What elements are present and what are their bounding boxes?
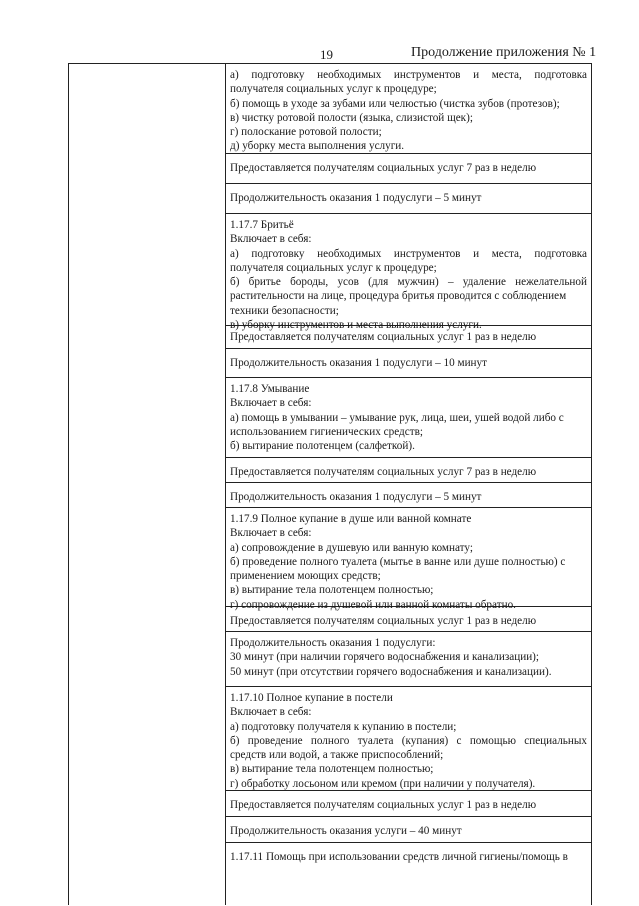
- cell-text-line: растительности на лице, процедура бритья проводится с соблюдением: [230, 290, 567, 303]
- table-cell-duration: [226, 817, 591, 843]
- table-cell-shower-bathing: [226, 508, 591, 611]
- page-number: 19: [320, 47, 333, 62]
- table-cell-oral-care-items: [226, 64, 591, 154]
- cell-text-line: а) помощь в умывании – умывание рук, лица, шеи, ушей водой либо с: [230, 411, 564, 424]
- table-cell-frequency: [226, 791, 591, 817]
- cell-text-line: техники безопасности;: [230, 304, 339, 317]
- cell-text-line: Предоставляется получателям социальных услуг 1 раз в неделю: [230, 799, 537, 811]
- cell-text-line: 1.17.8 Умывание: [230, 383, 310, 395]
- table-cell-bed-bathing: [226, 687, 591, 791]
- cell-text-line: б) проведение полного туалета (купания) с помощью специальных: [230, 734, 587, 747]
- cell-text-line: получателя социальных услуг к процедуре;: [230, 261, 437, 274]
- cell-text-line: а) сопровождение в душевую или ванную комнату;: [230, 541, 473, 554]
- cell-text-line: Предоставляется получателям социальных услуг 1 раз в неделю: [230, 331, 537, 343]
- cell-text-line: Предоставляется получателям социальных услуг 7 раз в неделю: [230, 466, 537, 478]
- cell-text-line: а) подготовку получателя к купанию в постели;: [230, 720, 457, 733]
- cell-text-line: 50 минут (при отсутствии горячего водоснабжения и канализации).: [230, 665, 552, 678]
- cell-text-line: Предоставляется получателям социальных услуг 1 раз в неделю: [230, 615, 537, 627]
- cell-text-line: г) обработку лосьоном или кремом (при наличии у получателя).: [230, 777, 536, 790]
- table-cell-shaving: [226, 214, 591, 332]
- table-cell-frequency: [226, 154, 591, 184]
- cell-text-line: Продолжительность оказания 1 подуслуги:: [230, 637, 436, 649]
- table-cell-frequency: [226, 607, 591, 632]
- cell-text-line: Продолжительность оказания 1 подуслуги – 5 минут: [230, 192, 482, 204]
- cell-text-line: 1.17.10 Полное купание в постели: [230, 692, 393, 704]
- cell-text-line: д) уборку места выполнения услуги.: [230, 140, 405, 153]
- cell-text-line: Включает в себя:: [230, 527, 312, 540]
- cell-text-line: Продолжительность оказания 1 подуслуги – 10 минут: [230, 357, 488, 369]
- table-cell-frequency: [226, 458, 591, 483]
- cell-text-line: в) вытирание тела полотенцем полностью;: [230, 584, 434, 597]
- cell-text-line: применением моющих средств;: [230, 570, 381, 583]
- cell-text-line: б) вытирание полотенцем (салфеткой).: [230, 440, 415, 453]
- cell-text-line: получателя социальных услуг к процедуре;: [230, 83, 437, 96]
- cell-text-line: Включает в себя:: [230, 706, 312, 719]
- cell-text-line: а) подготовку необходимых инструментов и места, подготовка: [230, 69, 587, 81]
- cell-text-line: б) бритье бороды, усов (для мужчин) – удаление нежелательной: [230, 276, 587, 289]
- table-cell-duration: [226, 349, 591, 378]
- cell-text-line: г) сопровождение из душевой или ванной комнаты обратно.: [230, 598, 516, 611]
- cell-text-line: 30 минут (при наличии горячего водоснабжения и канализации);: [230, 651, 540, 664]
- cell-text-line: Продолжительность оказания услуги – 40 минут: [230, 825, 462, 837]
- cell-text-line: в) уборку инструментов и места выполнения услуги.: [230, 319, 482, 332]
- cell-text-line: Продолжительность оказания 1 подуслуги – 5 минут: [230, 491, 482, 503]
- table-cell-duration: [226, 632, 591, 687]
- cell-text-line: 1.17.11 Помощь при использовании средств личной гигиены/помощь в: [230, 851, 568, 863]
- cell-text-line: Предоставляется получателям социальных услуг 7 раз в неделю: [230, 162, 537, 174]
- cell-text-line: б) помощь в уходе за зубами или челюстью (чистка зубов (протезов);: [230, 97, 560, 110]
- cell-text-line: в) вытирание тела полотенцем полностью;: [230, 763, 434, 776]
- continuation-header: Продолжение приложения № 1: [411, 45, 597, 60]
- cell-text-line: 1.17.7 Бритьё: [230, 219, 294, 231]
- table-cell-frequency: [226, 326, 591, 349]
- cell-text-line: Включает в себя:: [230, 397, 312, 410]
- table-cell-duration: [226, 184, 591, 214]
- table-cell-duration: [226, 483, 591, 508]
- table-cell-washing: [226, 378, 591, 458]
- cell-text-line: б) проведение полного туалета (мытье в ванне или душе полностью) с: [230, 555, 566, 568]
- services-table: [68, 63, 592, 905]
- cell-text-line: использованием гигиенических средств;: [230, 425, 423, 438]
- cell-text-line: г) полоскание ротовой полости;: [230, 126, 382, 139]
- cell-text-line: в) чистку ротовой полости (языка, слизистой щек);: [230, 111, 473, 124]
- cell-text-line: Включает в себя:: [230, 233, 312, 246]
- cell-text-line: 1.17.9 Полное купание в душе или ванной комнате: [230, 513, 472, 525]
- table-cell-hygiene-help: [226, 843, 591, 906]
- cell-text-line: средств или водой, а также приспособлений;: [230, 749, 444, 762]
- cell-text-line: а) подготовку необходимых инструментов и места, подготовка: [230, 247, 587, 260]
